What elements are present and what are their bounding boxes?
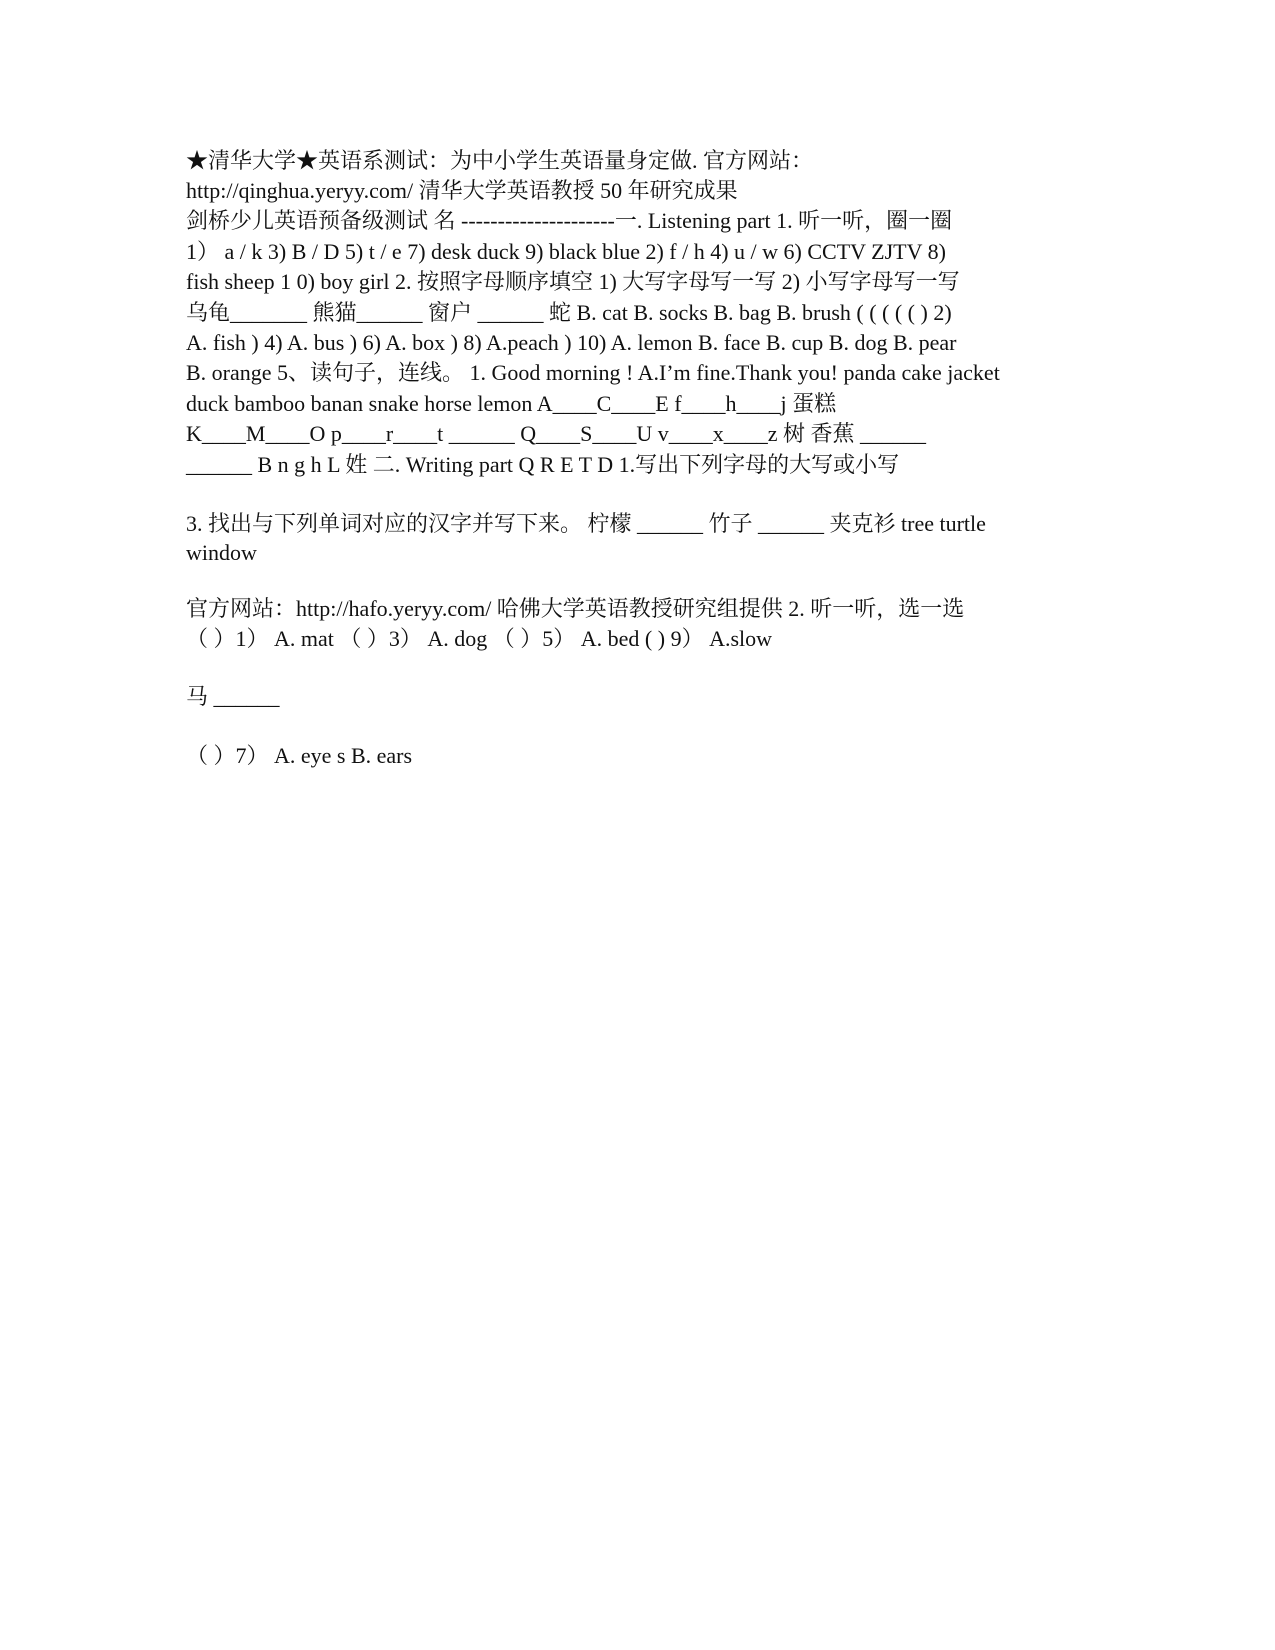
text-line: （ ）7） A. eye s B. ears <box>186 743 413 768</box>
text-line: fish sheep 1 0) boy girl 2. 按照字母顺序填空 1) 大写字母写一写 2) 小写字母写一写 <box>186 269 960 294</box>
text-line: 3. 找出与下列单词对应的汉字并写下来。 柠檬 ______ 竹子 ______ 夹克衫 tree turtle <box>186 511 986 536</box>
text-line: B. orange 5、读句子，连线。 1. Good morning ! A.I’m fine.Thank you! panda cake jacket <box>186 360 1000 385</box>
footer-url-line: 官方网站：http://hafo.yeryy.com/ 哈佛大学英语教授研究组提供 2. 听一听，选一选 <box>186 596 965 621</box>
header-line-title: ★清华大学★英语系测试：为中小学生英语量身定做. 官方网站： <box>186 148 814 173</box>
text-line: K____M____O p____r____t ______ Q____S____U v____x____z 树 香蕉 ______ <box>186 421 927 446</box>
text-line: 乌龟_______ 熊猫______ 窗户 ______ 蛇 B. cat B. socks B. bag B. brush ( ( ( ( ( ) 2) <box>186 300 952 325</box>
text-line: 1） a / k 3) B / D 5) t / e 7) desk duck 9) black blue 2) f / h 4) u / w 6) CCTV ZJTV 8) <box>186 239 946 264</box>
text-line: ______ B n g h L 姓 二. Writing part Q R E T D 1.写出下列字母的大写或小写 <box>186 452 900 477</box>
text-line: A. fish ) 4) A. bus ) 6) A. box ) 8) A.peach ) 10) A. lemon B. face B. cup B. dog B. pear <box>186 330 957 355</box>
text-line: duck bamboo banan snake horse lemon A____C____E f____h____j 蛋糕 <box>186 391 837 416</box>
text-line: 马 ______ <box>186 684 280 709</box>
text-line: window <box>186 540 257 565</box>
text-line: （ ）1） A. mat （ ）3） A. dog （ ）5） A. bed ( ) 9） A.slow <box>186 626 773 651</box>
test-title-line: 剑桥少儿英语预备级测试 名 ---------------------一. Listening part 1. 听一听，圈一圈 <box>186 208 953 233</box>
header-line-url: http://qinghua.yeryy.com/ 清华大学英语教授 50 年研究成果 <box>186 178 738 203</box>
